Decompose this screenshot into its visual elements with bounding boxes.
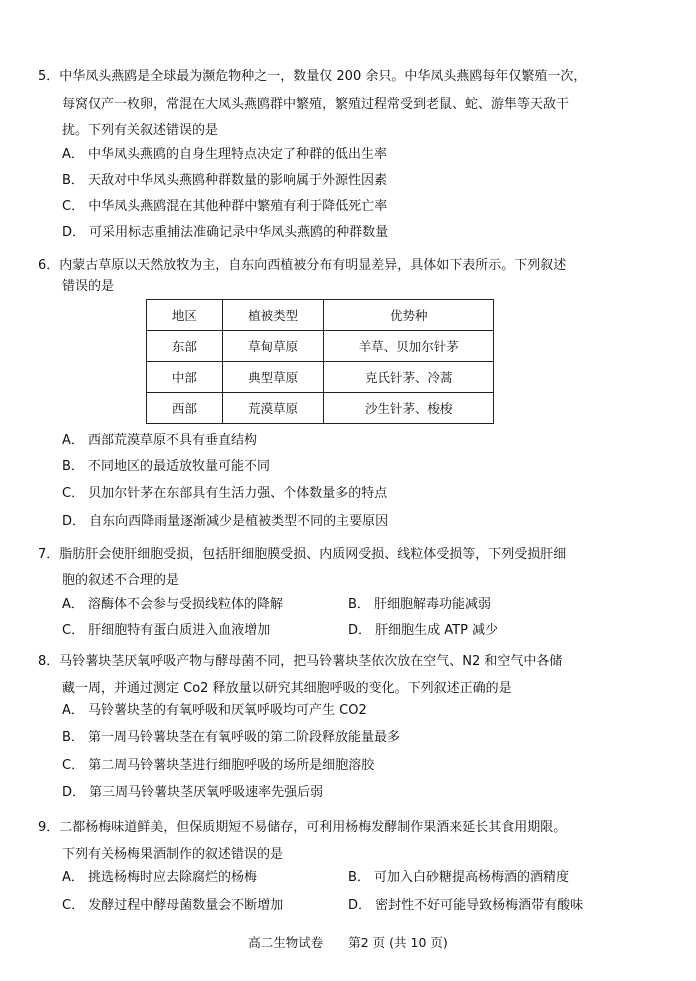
table-header-cell: 植被类型 [222, 300, 324, 331]
q8-option-c: C． 第二周马铃薯块茎进行细胞呼吸的场所是细胞溶胶 [62, 758, 375, 773]
q6-option-d: D． 自东向西降雨量逐渐减少是植被类型不同的主要原因 [62, 514, 389, 529]
table-cell: 克氏针茅、冷蒿 [324, 362, 494, 393]
table-row [147, 331, 494, 362]
q7-stem-line-1: 7．脂肪肝会使肝细胞受损，包括肝细胞膜受损、内质网受损、线粒体受损等，下列受损肝细 [38, 547, 567, 562]
q5-option-d: D． 可采用标志重捕法准确记录中华凤头燕鸥的种群数量 [62, 225, 389, 240]
q6-stem-line-2: 错误的是 [62, 279, 115, 294]
q9-stem-line-1: 9．二都杨梅味道鲜美，但保质期短不易储存，可利用杨梅发酵制作果酒来延长其食用期限。 [38, 820, 567, 835]
q8-option-b: B． 第一周马铃薯块茎在有氧呼吸的第二阶段释放能量最多 [62, 730, 401, 745]
q9-option-a: A． 挑选杨梅时应去除腐烂的杨梅 [62, 870, 258, 885]
q8-option-a: A． 马铃薯块茎的有氧呼吸和厌氧呼吸均可产生 CO2 [62, 703, 367, 718]
q5-stem-line-3: 扰。下列有关叙述错误的是 [62, 123, 219, 138]
q8-option-d: D． 第三周马铃薯块茎厌氧呼吸速率先强后弱 [62, 785, 324, 800]
table-cell: 草甸草原 [222, 331, 324, 362]
table-cell: 荒漠草原 [222, 393, 324, 424]
table-header-cell: 优势种 [324, 300, 494, 331]
table-cell: 西部 [147, 393, 223, 424]
q7-option-c: C． 肝细胞特有蛋白质进入血液增加 [62, 623, 271, 638]
table-cell: 沙生针茅、梭梭 [324, 393, 494, 424]
q9-option-c: C． 发酵过程中酵母菌数量会不断增加 [62, 898, 284, 913]
page-footer: 高二生物试卷 第2 页 (共 10 页) [248, 935, 448, 950]
q6-option-a: A． 西部荒漠草原不具有垂直结构 [62, 433, 258, 448]
table-header-row [147, 300, 494, 331]
q7-option-d: D． 肝细胞生成 ATP 减少 [348, 623, 499, 638]
table-cell: 东部 [147, 331, 223, 362]
q7-stem-line-2: 胞的叙述不合理的是 [62, 573, 180, 588]
q6-stem-line-1: 6．内蒙古草原以天然放牧为主，自东向西植被分布有明显差异，具体如下表所示。下列叙述 [38, 258, 567, 273]
q9-option-b: B． 可加入白砂糖提高杨梅酒的酒精度 [348, 870, 570, 885]
q8-stem-line-1: 8．马铃薯块茎厌氧呼吸产物与酵母菌不同，把马铃薯块茎依次放在空气、N2 和空气中各储 [38, 654, 563, 669]
q6-option-c: C． 贝加尔针茅在东部具有生活力强、个体数量多的特点 [62, 486, 388, 501]
q5-option-c: C． 中华凤头燕鸥混在其他种群中繁殖有利于降低死亡率 [62, 199, 388, 214]
table-cell: 羊草、贝加尔针茅 [324, 331, 494, 362]
q7-option-a: A． 溶酶体不会参与受损线粒体的降解 [62, 597, 284, 612]
table-row [147, 393, 494, 424]
table-row [147, 362, 494, 393]
vegetation-table [146, 299, 494, 424]
table-cell: 中部 [147, 362, 223, 393]
q8-stem-line-2: 藏一周，并通过测定 Co2 释放量以研究其细胞呼吸的变化。下列叙述正确的是 [62, 681, 512, 696]
q9-option-d: D． 密封性不好可能导致杨梅酒带有酸味 [348, 898, 584, 913]
q5-stem-line-1: 5．中华凤头燕鸥是全球最为濒危物种之一，数量仅 200 余只。中华凤头燕鸥每年仅繁殖一次， [38, 69, 587, 84]
q5-option-a: A． 中华凤头燕鸥的自身生理特点决定了种群的低出生率 [62, 147, 388, 162]
q6-option-b: B． 不同地区的最适放牧量可能不同 [62, 459, 271, 474]
table-cell: 典型草原 [222, 362, 324, 393]
table-header-cell: 地区 [147, 300, 223, 331]
q5-stem-line-2: 每窝仅产一枚卵，常混在大凤头燕鸥群中繁殖，繁殖过程常受到老鼠、蛇、游隼等天敌干 [62, 97, 570, 112]
q5-option-b: B． 天敌对中华凤头燕鸥种群数量的影响属于外源性因素 [62, 173, 388, 188]
q7-option-b: B． 肝细胞解毒功能减弱 [348, 597, 492, 612]
q9-stem-line-2: 下列有关杨梅果酒制作的叙述错误的是 [62, 847, 284, 862]
